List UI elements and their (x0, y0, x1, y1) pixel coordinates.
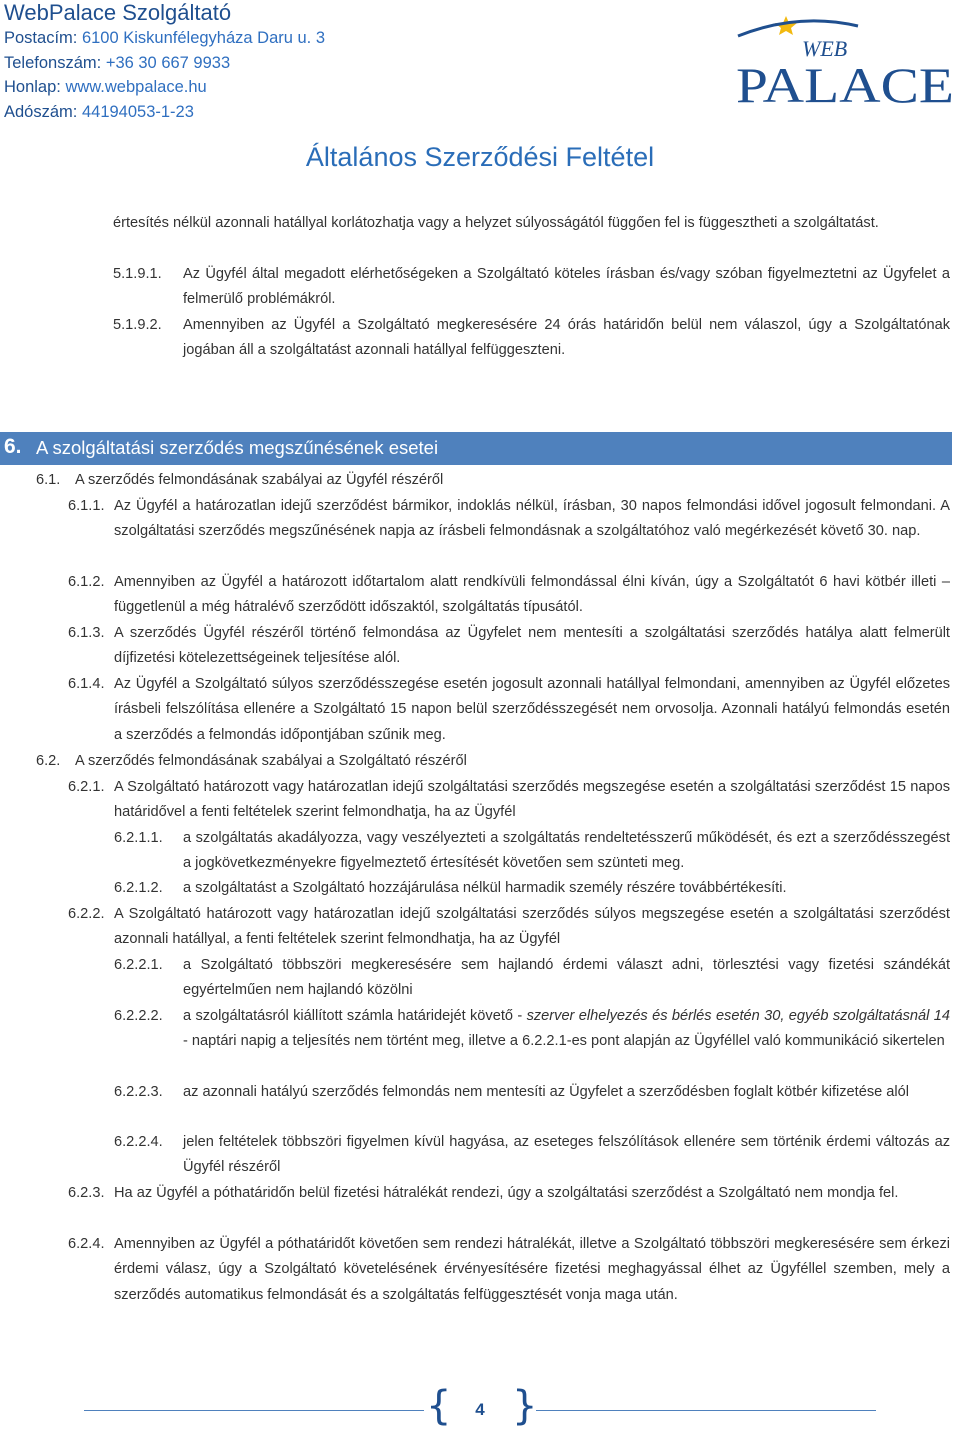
item-text-part: a szolgáltatásról kiállított számla határidejét követő - (183, 1008, 527, 1024)
subsection-title: A szerződés felmondásának szabályai a Szolgáltató részéről (75, 753, 467, 769)
item-number: 6.2.1.2. (114, 880, 163, 896)
item-number: 6.2.2.2. (114, 1008, 163, 1024)
item-text: Amennyiben az Ügyfél a határozott időtartalom alatt rendkívüli felmondással élni kíván, úgy a Szolgáltatót 6 havi kötbér illeti – függetlenül a még hátralévő szerződött időszaktól, szolgáltatás típusától. (114, 574, 950, 616)
item-number: 6.2.2.3. (114, 1084, 163, 1100)
logo-web-text: WEB (802, 36, 848, 61)
phone-line (4, 51, 325, 76)
paragraph: értesítés nélkül azonnali hatállyal korlátozhatja vagy a helyzet súlyosságától függően fel is függesztheti a szolgáltatást. (113, 215, 879, 231)
item-text: Az Ügyfél a határozatlan idejű szerződést bármikor, indoklás nélkül, írásban, 30 napos felmondási idővel jogosult felmondani. A szolgáltatási szerződés megszűnésének napja az írásbeli felmondásnak a szolgáltatóhoz való megérkezését követő 30. nap. (114, 498, 950, 540)
item-text: a Szolgáltató többszöri megkeresésére sem hajlandó érdemi választ adni, törlesztési vagy fizetési szándékát egyértelműen nem hajlandó közölni (183, 957, 950, 999)
item-text-part: - naptári napig a teljesítés nem történt meg, illetve a 6.2.2.1-es pont alapján az Ügyféllel való kommunikáció sikertelen (183, 1033, 945, 1050)
company-name: WebPalace Szolgáltató (4, 0, 232, 25)
address-line (4, 26, 325, 51)
item-text: az azonnali hatályú szerződés felmondás nem mentesíti az Ügyfelet a szerződésben foglalt kötbér kifizetése alól (183, 1084, 910, 1100)
subsection-title: A szerződés felmondásának szabályai az Ügyfél részéről (75, 472, 444, 488)
phone-value: +36 30 667 9933 (105, 53, 231, 72)
swoosh-icon (738, 21, 858, 36)
website-link[interactable]: www.webpalace.hu (65, 78, 207, 96)
tax-line (4, 100, 325, 125)
item-text: Ha az Ügyfél a póthatáridőn belül fizetési hátralékát rendezi, úgy a szolgáltatási szerződést a Szolgáltató nem mondja fel. (114, 1185, 899, 1201)
item-number: 6.2.1. (68, 779, 105, 795)
tax-label: Adószám: (4, 102, 78, 121)
section-title: A szolgáltatási szerződés megszűnésének esetei (36, 437, 439, 458)
item-number: 6.2.4. (68, 1236, 105, 1252)
item-text-italic: szerver elhelyezés és bérlés esetén 30, egyéb szolgáltatásnál 14 (526, 1008, 950, 1024)
logo-palace-text: PALACE (736, 57, 954, 108)
item-text: Amennyiben az Ügyfél a póthatáridőt követően sem rendezi hátralékát, illetve a Szolgáltató többszöri megkeresésére sem érkezi érdemi válasz, úgy a Szolgáltató követelésének érvényesítésére fizetési meghagyással élhet az Ügyféllel szemben, mely a szerződés automatikus felmondását és a szolgáltatás felfüggesztését vonja maga után. (114, 1236, 950, 1303)
item-number: 5.1.9.2. (113, 317, 162, 333)
webpalace-logo (728, 8, 956, 108)
section-heading-band (0, 432, 952, 465)
phone-label: Telefonszám: (4, 53, 102, 72)
item-number: 6.1.1. (68, 498, 105, 514)
item-number: 6.2.2.1. (114, 957, 163, 973)
item-number: 6.2.1.1. (114, 830, 163, 846)
page-number: 4 (475, 1400, 485, 1419)
item-text: a szolgáltatást a Szolgáltató hozzájárulása nélkül harmadik személy részére továbbértékesíti. (183, 880, 787, 896)
footer-brace-right: } (512, 1383, 538, 1429)
website-line (4, 75, 325, 100)
subsection-number: 6.1. (36, 472, 61, 488)
item-text: A Szolgáltató határozott vagy határozatlan idejű szolgáltatási szerződés megszegése esetén a szolgáltatási szerződést 15 napos határidővel a fenti feltételek szerint felmondhatja, ha az Ügyfél (114, 779, 950, 821)
section-number: 6. (4, 435, 22, 458)
item-text: A szerződés Ügyfél részéről történő felmondása az Ügyfelet nem mentesíti a szolgáltatási szerződés hatálya alatt felmerült díjfizetési kötelezettségeinek teljesítése alól. (114, 625, 950, 667)
item-number: 6.2.3. (68, 1185, 105, 1201)
item-text: A Szolgáltató határozott vagy határozatlan idejű szolgáltatási szerződés súlyos megszegése esetén a szolgáltatási szerződést azonnali hatállyal, a fenti feltételek szerint felmondhatja, ha az Ügyfél (114, 906, 950, 948)
item-text: Amennyiben az Ügyfél a Szolgáltató megkeresésére 24 órás határidőn belül nem válaszol, úgy a Szolgáltatónak jogában áll a szolgáltatást azonnali hatállyal felfüggeszteni. (183, 317, 950, 359)
footer-brace-left: { (426, 1383, 452, 1429)
document-title: Általános Szerződési Feltétel (305, 142, 655, 172)
item-number: 6.1.2. (68, 574, 105, 590)
item-number: 6.1.3. (68, 625, 105, 641)
item-text: Az Ügyfél által megadott elérhetőségeken a Szolgáltató köteles írásban és/vagy szóban figyelmeztetni az Ügyfelet a felmerülő problémákról. (183, 266, 950, 308)
item-number: 6.2.2. (68, 906, 105, 922)
letterhead (4, 0, 325, 124)
item-number: 6.1.4. (68, 676, 105, 692)
item-text: jelen feltételek többszöri figyelmen kívül hagyása, az eseteges felszólítások ellenére sem történik érdemi változás az Ügyfél részéről (183, 1134, 950, 1176)
address-value: 6100 Kiskunfélegyháza Daru u. 3 (81, 29, 326, 47)
subsection-number: 6.2. (36, 753, 61, 769)
item-text (183, 1004, 950, 1055)
tax-value: 44194053-1-23 (81, 102, 194, 121)
item-text: Az Ügyfél a Szolgáltató súlyos szerződésszegése esetén jogosult azonnali hatállyal felmondani, amennyiben az Ügyfél előzetes írásbeli felszólítása ellenére a Szolgáltató 15 napon belül szerződésszegését nem orvosolja. Azonnali hatályú felmondás esetén a szerződés a felmondás időpontjában szűnik meg. (114, 676, 950, 743)
item-text: a szolgáltatás akadályozza, vagy veszélyezteti a szolgáltatás rendeltetésszerű működését, és ezt a szerződésszegést a jogkövetkezményekre figyelmeztető értesítését követően sem szünteti meg. (183, 830, 950, 872)
item-number: 5.1.9.1. (113, 266, 162, 282)
item-number: 6.2.2.4. (114, 1134, 163, 1150)
website-label: Honlap: (4, 78, 61, 96)
address-label: Postacím: (4, 29, 78, 47)
